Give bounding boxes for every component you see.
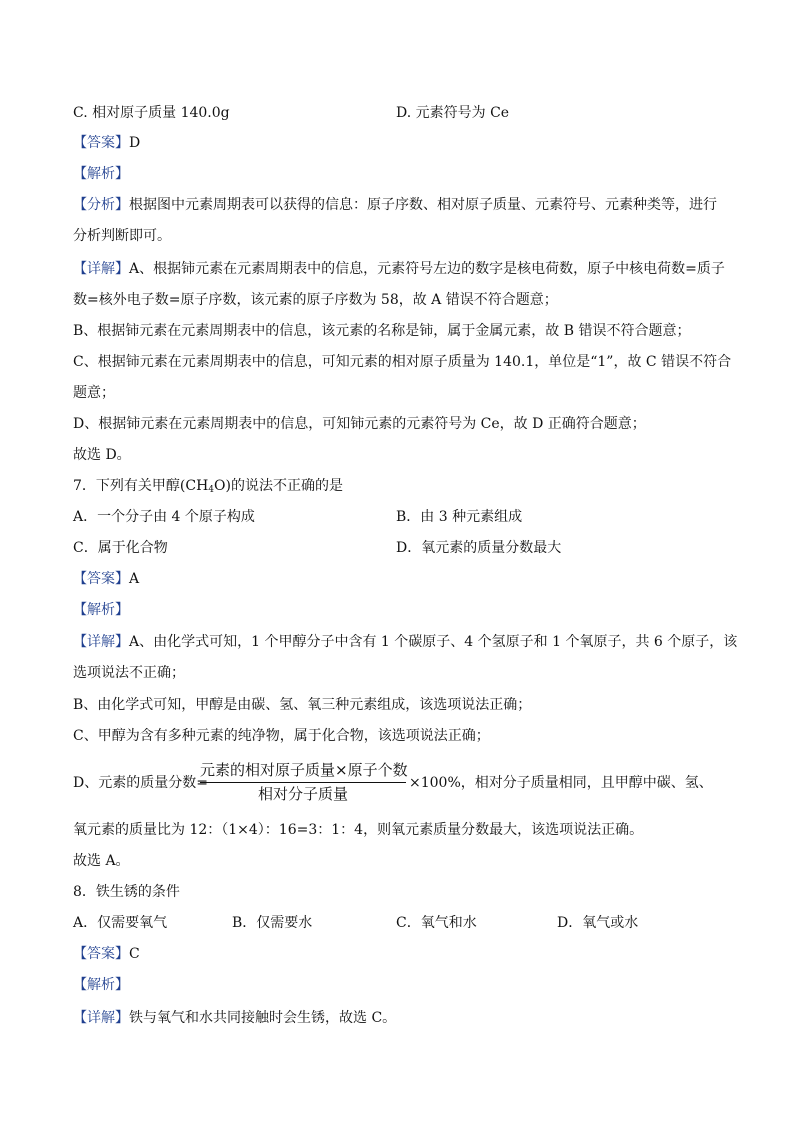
- q6-option-d: D. 元素符号为 Ce: [396, 105, 510, 121]
- formula-denominator: 相对分子质量: [257, 785, 348, 803]
- answer-tag: 【答案】: [73, 135, 129, 151]
- q6-detail-c-line2: 题意；: [73, 385, 115, 401]
- q7-detail-a-line1: [73, 632, 737, 652]
- q7-conclusion: 故选 A。: [73, 853, 130, 869]
- q7-detail-b: B、由化学式可知，甲醇是由碳、氢、氧三种元素组成，该选项说法正确；: [73, 697, 532, 713]
- detail-tag: 【详解】: [73, 261, 129, 277]
- formula-suffix: ×100%，相对分子质量相同，且甲醇中碳、氢、: [409, 775, 713, 791]
- fenxi-text: 根据图中元素周期表可以获得的信息：原子序数、相对原子质量、元素符号、元素种类等，进行: [129, 197, 717, 213]
- q7-answer: [73, 569, 139, 589]
- q8-analysis-tag: 【解析】: [73, 977, 129, 993]
- q6-fenxi-line1: [73, 195, 717, 215]
- q7-detail-a-line2: 选项说法不正确；: [73, 665, 185, 681]
- q6-fenxi-line2: 分析判断即可。: [73, 228, 171, 244]
- q7-stem: [73, 476, 343, 496]
- q8-detail: [73, 1008, 396, 1028]
- q7-analysis-tag: 【解析】: [73, 602, 129, 618]
- detail-text: 铁与氧气和水共同接触时会生锈，故选 C。: [129, 1010, 397, 1026]
- q6-detail-d: D、根据铈元素在元素周期表中的信息，可知铈元素的元素符号为 Ce，故 D 正确符合题意；: [73, 416, 646, 432]
- q6-detail-a-line2: 数=核外电子数=原子序数，该元素的原子序数为 58，故 A 错误不符合题意；: [73, 292, 558, 308]
- formula-numerator: 元素的相对原子质量×原子个数: [200, 761, 408, 779]
- q8-option-a: A．仅需要氧气: [73, 915, 168, 931]
- detail-text: A、由化学式可知，1 个甲醇分子中含有 1 个碳原子、4 个氢原子和 1 个氧原子，共 6 个原子，该: [129, 634, 738, 650]
- q6-detail-c-line1: C、根据铈元素在元素周期表中的信息，可知元素的相对原子质量为 140.1，单位是“1”，故 C 错误不符合: [73, 354, 732, 370]
- detail-text: A、根据铈元素在元素周期表中的信息，元素符号左边的数字是核电荷数，原子中核电荷数=质子: [129, 261, 725, 277]
- q6-analysis-tag: 【解析】: [73, 166, 129, 182]
- detail-tag: 【详解】: [73, 1010, 129, 1026]
- q6-answer: [73, 133, 140, 153]
- q7-stem-pre: 7．下列有关甲醇(CH: [73, 478, 209, 494]
- answer-tag: 【答案】: [73, 571, 129, 587]
- fraction-bar: [200, 782, 406, 783]
- answer-tag: 【答案】: [73, 946, 129, 962]
- q7-option-c: C．属于化合物: [73, 540, 168, 556]
- q8-answer: [73, 944, 140, 964]
- answer-value: D: [129, 135, 141, 151]
- q7-detail-c: C、甲醇为含有多种元素的纯净物，属于化合物，该选项说法正确；: [73, 728, 490, 744]
- q6-detail-a-line1: [73, 259, 725, 279]
- detail-tag: 【详解】: [73, 634, 129, 650]
- q7-option-a: A．一个分子由 4 个原子构成: [73, 509, 255, 525]
- q6-option-c: C. 相对原子质量 140.0g: [73, 105, 230, 121]
- q8-stem: 8．铁生锈的条件: [73, 884, 180, 900]
- formula-prefix: D、元素的质量分数=: [73, 775, 208, 791]
- q6-conclusion: 故选 D。: [73, 447, 131, 463]
- q7-stem-subscript: 4: [208, 485, 215, 495]
- q6-detail-b: B、根据铈元素在元素周期表中的信息，该元素的名称是铈，属于金属元素，故 B 错误不符合题意；: [73, 323, 691, 339]
- answer-value: A: [129, 571, 140, 587]
- q8-option-c: C．氧气和水: [396, 915, 477, 931]
- q7-detail-d-line2: 氧元素的质量比为 12：（1×4）：16=3：1：4，则氧元素质量分数最大，该选项说法正确。: [73, 822, 644, 838]
- answer-value: C: [129, 946, 140, 962]
- q7-option-d: D．氧元素的质量分数最大: [396, 540, 562, 556]
- fenxi-tag: 【分析】: [73, 197, 129, 213]
- q8-option-d: D．氧气或水: [557, 915, 639, 931]
- q8-option-b: B．仅需要水: [232, 915, 313, 931]
- q7-stem-post: O)的说法不正确的是: [214, 478, 343, 494]
- q7-detail-d-formula: [73, 760, 773, 806]
- q7-option-b: B．由 3 种元素组成: [396, 509, 523, 525]
